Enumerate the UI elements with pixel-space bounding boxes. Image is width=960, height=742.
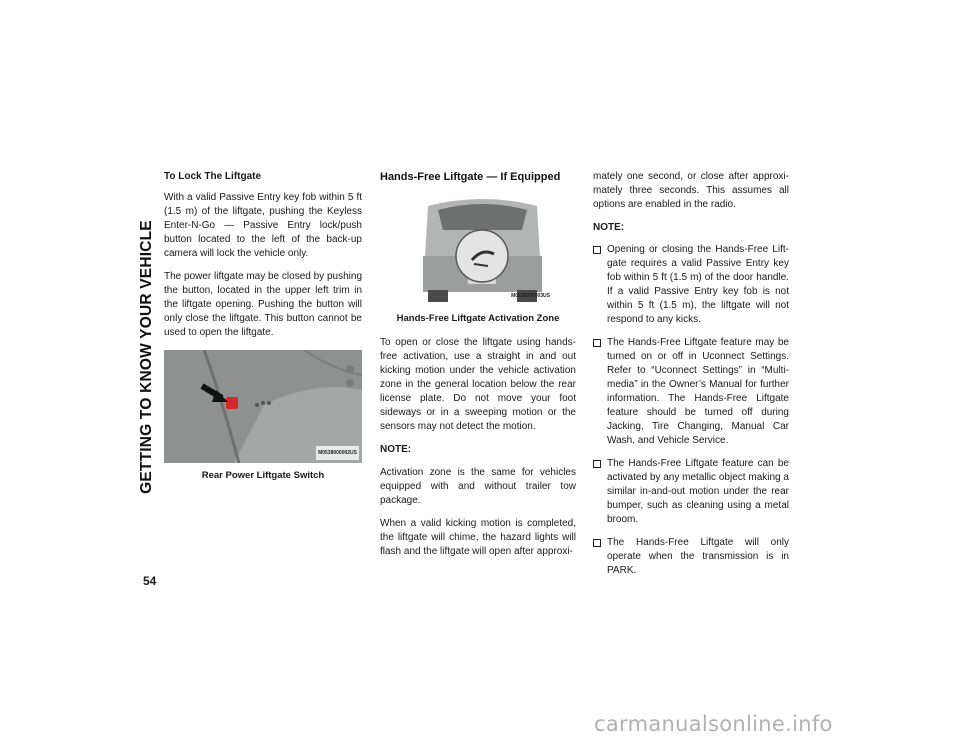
lock-liftgate-paragraph: With a valid Passive Entry key fob within 5 ft (1.5 m) of the liftgate, pushing the Keyless Enter-N-Go — Passive Entry lock/push button located to the left of the back-up camera will lock the vehicle only. bbox=[164, 192, 362, 259]
section-side-tab bbox=[138, 163, 156, 551]
hands-free-paragraph: To open or close the liftgate using hands-free activation, use a straight in and out kicking motion under the vehicle activation zone in the general location below the rear license plate. Do not move your foot sideways or in a sweeping motion or the sensors may not detect the motion. bbox=[380, 337, 576, 432]
watermark: carmanualsonline.info bbox=[594, 712, 833, 736]
figure-caption: Rear Power Liftgate Switch bbox=[201, 470, 325, 481]
checkbox-bullet-icon bbox=[593, 539, 601, 547]
lock-liftgate-subheading: To Lock The Liftgate bbox=[164, 171, 262, 182]
hands-free-liftgate-heading: Hands-Free Liftgate — If Equipped bbox=[380, 171, 561, 183]
checkbox-bullet-icon bbox=[593, 246, 601, 254]
hands-free-activation-zone-image bbox=[410, 192, 555, 306]
kicking-motion-paragraph: When a valid kicking motion is completed, the liftgate will chime, the hazard lights will flash and the liftgate will open after approxi- bbox=[380, 518, 576, 557]
figure-caption: Hands-Free Liftgate Activation Zone bbox=[396, 313, 560, 324]
list-item: Opening or closing the Hands-Free Lift-gate requires a valid Passive Entry key fob within 5 ft (1.5 m) of the door handle. If a valid Passive Entry key fob is not within 5 ft (1.5 m), the liftgate will not respond to any kicks. bbox=[593, 243, 789, 327]
note-bullet-list bbox=[593, 243, 789, 578]
list-item: The Hands-Free Liftgate feature may be turned on or off in Uconnect Settings. Refer to “Uconnect Settings” in “Multi-media” in the Owner’s Manual for further information. The Hands-Free Liftgate feature should be turned off during Jacking, Tire Changing, Manual Car Wash, and Vehicle Service. bbox=[593, 336, 789, 448]
page-number: 54 bbox=[143, 574, 157, 588]
power-liftgate-paragraph: The power liftgate may be closed by pushing the button, located in the upper left trim in the liftgate opening. Pushing the button will only close the liftgate. This button cannot be used to open the liftgate. bbox=[164, 271, 362, 338]
list-item: The Hands-Free Liftgate feature can be activated by any metallic object making a similar in-and-out motion under the rear bumper, such as cleaning using a metal broom. bbox=[593, 457, 789, 527]
figure-code: M0538000002US bbox=[316, 446, 359, 460]
note-label: NOTE: bbox=[380, 444, 412, 455]
rear-power-liftgate-switch-image bbox=[164, 350, 362, 463]
checkbox-bullet-icon bbox=[593, 339, 601, 347]
figure-code: M0538000003US bbox=[511, 293, 550, 299]
column-left bbox=[164, 170, 362, 493]
column-right bbox=[593, 170, 789, 587]
section-title: GETTING TO KNOW YOUR VEHICLE bbox=[138, 220, 155, 494]
note-label: NOTE: bbox=[593, 222, 625, 233]
continued-paragraph: mately one second, or close after approxi-mately three seconds. This assumes all options are enabled in the radio. bbox=[593, 171, 789, 210]
column-middle bbox=[380, 170, 576, 568]
list-item: The Hands-Free Liftgate will only operate when the transmission is in PARK. bbox=[593, 536, 789, 578]
checkbox-bullet-icon bbox=[593, 460, 601, 468]
note-text: Activation zone is the same for vehicles equipped with and without trailer tow package. bbox=[380, 467, 576, 506]
